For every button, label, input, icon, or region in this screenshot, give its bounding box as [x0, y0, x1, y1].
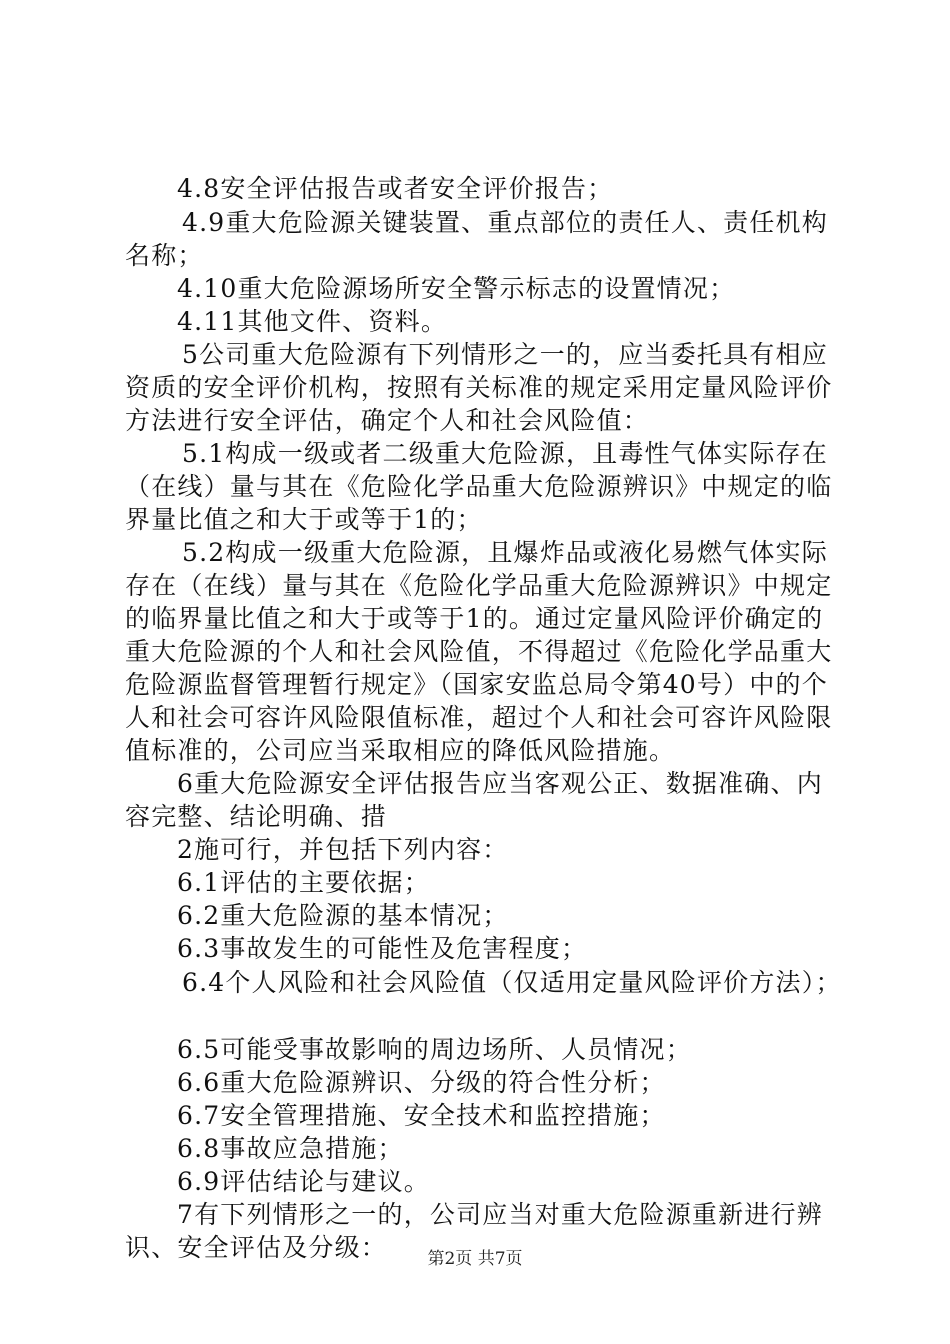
text-line: 6.6重大危险源辨识、分级的符合性分析； — [177, 1068, 666, 1097]
text-line: 4.10重大危险源场所安全警示标志的设置情况； — [177, 274, 736, 303]
text-line: 6.4个人风险和社会风险值（仅适用定量风险评价方法）； — [182, 968, 842, 997]
text-line: 5.2构成一级重大危险源，且爆炸品或液化易燃气体实际 — [182, 538, 828, 567]
text-line: 6.8事故应急措施； — [177, 1134, 404, 1163]
text-line: 存在（在线）量与其在《危险化学品重大危险源辨识》中规定 — [125, 571, 833, 600]
text-line: 5公司重大危险源有下列情形之一的，应当委托具有相应 — [182, 340, 828, 369]
text-line: 值标准的，公司应当采取相应的降低风险措施。 — [125, 736, 676, 765]
page-footer: 第2页 共7页 — [427, 1249, 523, 1269]
text-line: 方法进行安全评估，确定个人和社会风险值： — [125, 406, 650, 435]
text-line: 识、安全评估及分级： — [125, 1233, 388, 1262]
text-line: 的临界量比值之和大于或等于1的。通过定量风险评价确定的 — [125, 604, 824, 633]
text-line: 名称； — [125, 241, 204, 270]
text-line: 6.2重大危险源的基本情况； — [177, 901, 509, 930]
text-line: 2施可行，并包括下列内容： — [177, 835, 509, 864]
text-line: 6.5可能受事故影响的周边场所、人员情况； — [177, 1035, 692, 1064]
text-line: 6.1评估的主要依据； — [177, 868, 430, 897]
text-line: 6重大危险源安全评估报告应当客观公正、数据准确、内 — [177, 769, 823, 798]
text-line: 容完整、结论明确、措 — [125, 802, 388, 831]
text-line: 人和社会可容许风险限值标准，超过个人和社会可容许风险限 — [125, 703, 833, 732]
text-line: 4.8安全评估报告或者安全评价报告； — [177, 174, 614, 203]
text-line: （在线）量与其在《危险化学品重大危险源辨识》中规定的临 — [125, 472, 833, 501]
text-line: 界量比值之和大于或等于1的； — [125, 505, 483, 534]
text-line: 5.1构成一级或者二级重大危险源，且毒性气体实际存在 — [182, 439, 828, 468]
text-line: 4.11其他文件、资料。 — [177, 307, 448, 336]
text-line: 危险源监督管理暂行规定》（国家安监总局令第40号）中的个 — [125, 670, 828, 699]
text-line: 6.7安全管理措施、安全技术和监控措施； — [177, 1101, 666, 1130]
text-line: 资质的安全评价机构，按照有关标准的规定采用定量风险评价 — [125, 373, 833, 402]
text-line: 6.9评估结论与建议。 — [177, 1167, 430, 1196]
text-line: 6.3事故发生的可能性及危害程度； — [177, 934, 588, 963]
text-line: 重大危险源的个人和社会风险值，不得超过《危险化学品重大 — [125, 637, 833, 666]
text-line: 4.9重大危险源关键装置、重点部位的责任人、责任机构 — [182, 208, 828, 237]
text-line: 7有下列情形之一的，公司应当对重大危险源重新进行辨 — [177, 1200, 823, 1229]
